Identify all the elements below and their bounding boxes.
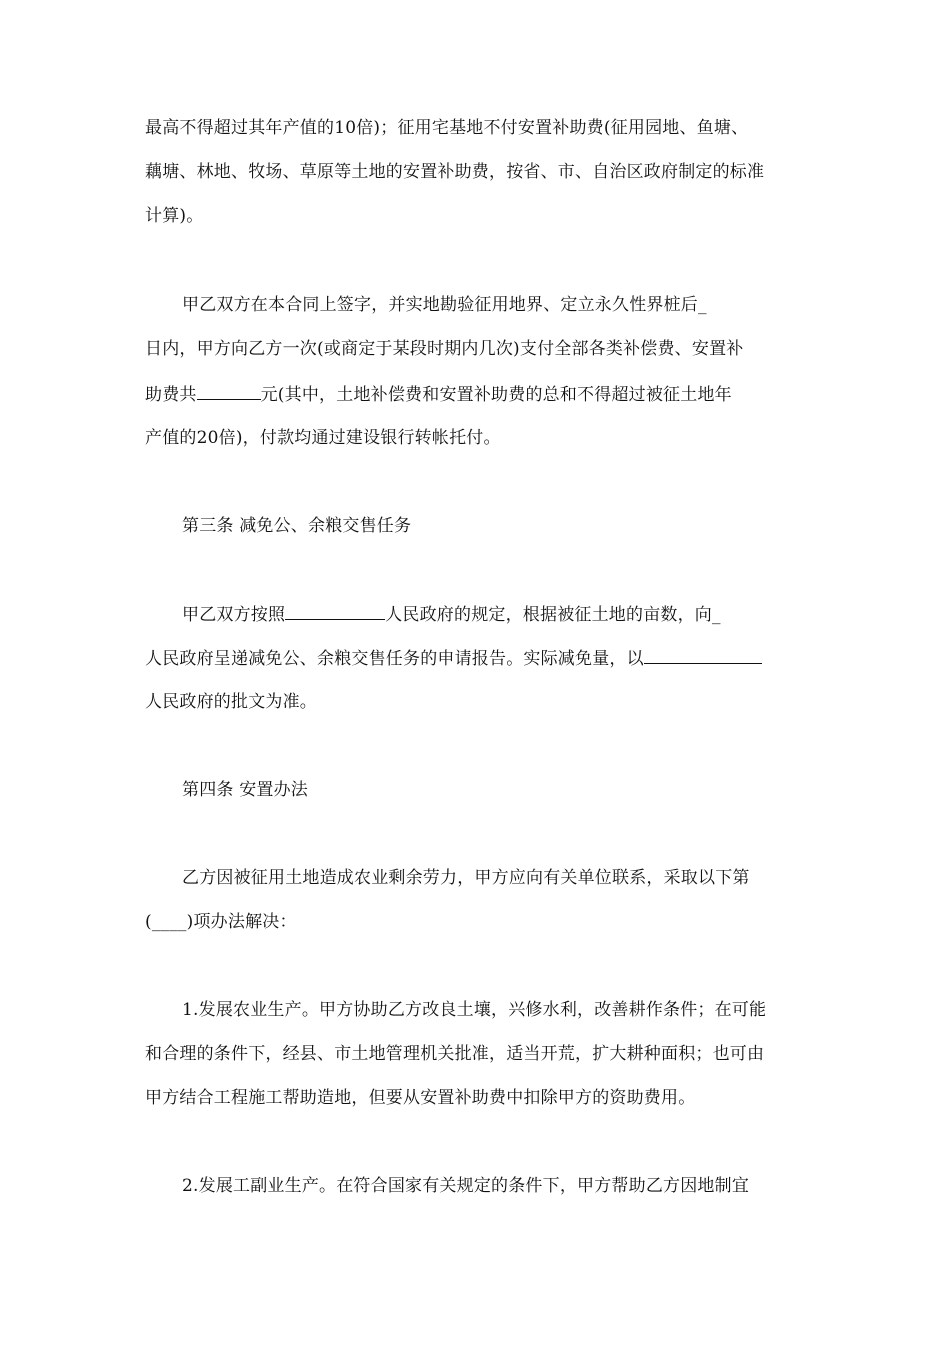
para2-line2: 日内，甲方向乙方一次(或商定于某段时期内几次)支付全部各类补偿费、安置补 — [145, 339, 744, 359]
para2-line3-prefix: 助费共 — [145, 385, 197, 405]
article4-heading: 第四条 安置办法 — [182, 780, 309, 800]
para2-line3-suffix: 元(其中，土地补偿费和安置补助费的总和不得超过被征土地年 — [260, 385, 732, 405]
para3-line1-suffix: 人民政府的规定，根据被征土地的亩数，向_ — [385, 605, 721, 625]
para3-line2 — [145, 647, 810, 670]
item1-line1: 1.发展农业生产。甲方协助乙方改良土壤，兴修水利，改善耕作条件；在可能 — [182, 1000, 767, 1020]
para2-line1: 甲乙双方在本合同上签字，并实地勘验征用地界、定立永久性界桩后_ — [182, 295, 707, 315]
para4-line2: (____)项办法解决： — [145, 912, 297, 932]
para3-line2-prefix: 人民政府呈递减免公、余粮交售任务的申请报告。实际减免量，以 — [145, 649, 644, 669]
para1-line2: 藕塘、林地、牧场、草原等土地的安置补助费，按省、市、自治区政府制定的标准 — [145, 162, 765, 182]
amount-blank — [197, 383, 261, 400]
para1-line3: 计算)。 — [145, 206, 204, 226]
para2-line4: 产值的20倍)，付款均通过建设银行转帐托付。 — [145, 428, 501, 448]
government-blank-1 — [285, 603, 385, 620]
para4-line1: 乙方因被征用土地造成农业剩余劳力，甲方应向有关单位联系，采取以下第 — [182, 868, 750, 888]
item1-line3: 甲方结合工程施工帮助造地，但要从安置补助费中扣除甲方的资助费用。 — [145, 1088, 696, 1108]
para1-line1: 最高不得超过其年产值的10倍)；征用宅基地不付安置补助费(征用园地、鱼塘、 — [145, 118, 749, 138]
para3-line3: 人民政府的批文为准。 — [145, 692, 317, 712]
para3-line1 — [182, 603, 847, 626]
government-blank-2 — [644, 647, 762, 664]
item1-line2: 和合理的条件下，经县、市土地管理机关批准，适当开荒，扩大耕种面积；也可由 — [145, 1044, 765, 1064]
item2-line1: 2.发展工副业生产。在符合国家有关规定的条件下，甲方帮助乙方因地制宜 — [182, 1176, 750, 1196]
para3-line1-prefix: 甲乙双方按照 — [182, 605, 286, 625]
para2-line3 — [145, 383, 810, 406]
article3-heading: 第三条 减免公、余粮交售任务 — [182, 516, 412, 536]
